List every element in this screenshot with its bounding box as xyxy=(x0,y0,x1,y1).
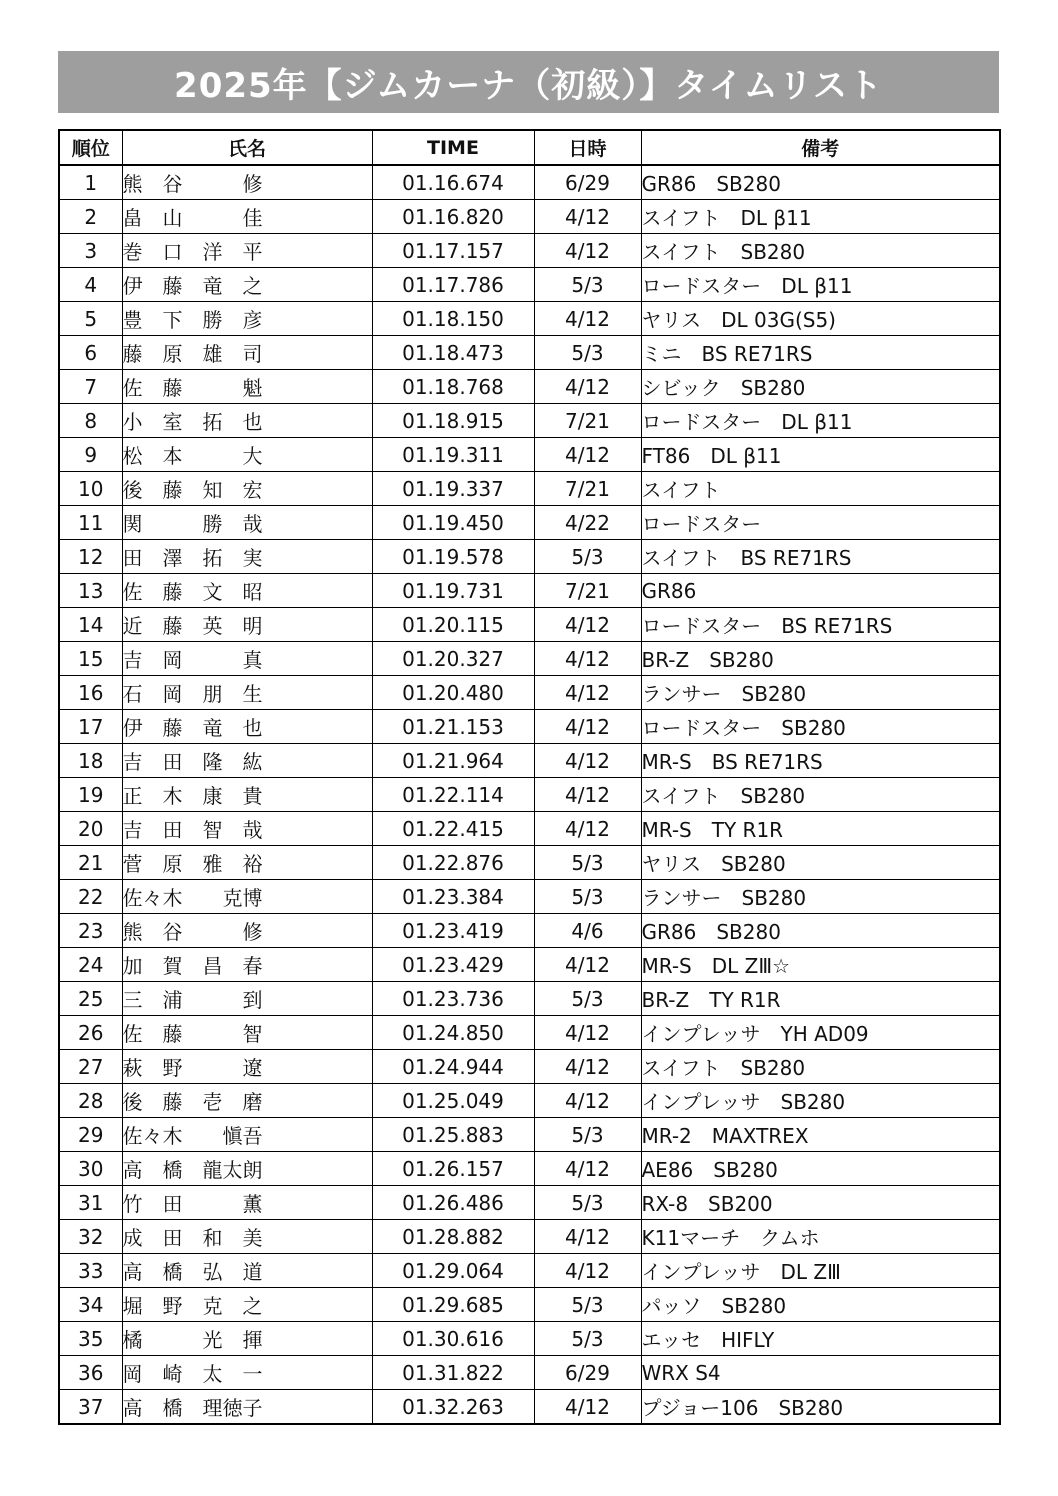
time-cell: 01.17.786 xyxy=(372,268,534,302)
table-row xyxy=(59,846,1000,880)
table-row xyxy=(59,1152,1000,1186)
date-cell: 5/3 xyxy=(534,1322,641,1356)
note-cell: MR-S BS RE71RS xyxy=(641,744,1000,778)
name-cell xyxy=(122,1220,372,1254)
table-row xyxy=(59,472,1000,506)
rank-cell: 2 xyxy=(59,200,122,234)
table-row xyxy=(59,880,1000,914)
name-text: 吉 田 智 哉 xyxy=(122,818,263,842)
date-cell: 4/12 xyxy=(534,710,641,744)
table-row xyxy=(59,234,1000,268)
name-text: 菅 原 雅 裕 xyxy=(122,852,263,876)
note-cell: AE86 SB280 xyxy=(641,1152,1000,1186)
note-cell: スイフト DL β11 xyxy=(641,200,1000,234)
name-cell xyxy=(122,438,372,472)
note-cell: パッソ SB280 xyxy=(641,1288,1000,1322)
table-row xyxy=(59,1186,1000,1220)
name-text: 橘 光 揮 xyxy=(122,1328,263,1352)
note-cell: プジョー106 SB280 xyxy=(641,1390,1000,1425)
time-cell: 01.26.157 xyxy=(372,1152,534,1186)
note-cell: シビック SB280 xyxy=(641,370,1000,404)
note-cell: スイフト SB280 xyxy=(641,1050,1000,1084)
name-cell xyxy=(122,1118,372,1152)
date-cell: 7/21 xyxy=(534,574,641,608)
date-cell: 5/3 xyxy=(534,1118,641,1152)
note-cell: BR-Z TY R1R xyxy=(641,982,1000,1016)
note-cell: MR-S DL ZⅢ☆ xyxy=(641,948,1000,982)
name-cell xyxy=(122,268,372,302)
note-cell: スイフト SB280 xyxy=(641,234,1000,268)
name-cell xyxy=(122,336,372,370)
rank-cell: 17 xyxy=(59,710,122,744)
table-row xyxy=(59,268,1000,302)
table-row xyxy=(59,302,1000,336)
table-row xyxy=(59,778,1000,812)
name-cell xyxy=(122,812,372,846)
name-cell xyxy=(122,506,372,540)
time-cell: 01.21.153 xyxy=(372,710,534,744)
name-text: 伊 藤 竜 也 xyxy=(122,716,263,740)
date-cell: 4/12 xyxy=(534,676,641,710)
name-text: 畠 山 佳 xyxy=(122,206,263,230)
table-row xyxy=(59,1118,1000,1152)
time-cell: 01.19.731 xyxy=(372,574,534,608)
note-cell: インプレッサ DL ZⅢ xyxy=(641,1254,1000,1288)
time-list-table xyxy=(58,129,1001,1425)
rank-cell: 20 xyxy=(59,812,122,846)
name-cell xyxy=(122,404,372,438)
name-cell xyxy=(122,642,372,676)
rank-cell: 27 xyxy=(59,1050,122,1084)
table-row xyxy=(59,982,1000,1016)
header-name: 氏名 xyxy=(122,130,372,165)
note-cell: ランサー SB280 xyxy=(641,676,1000,710)
name-text: 後 藤 壱 磨 xyxy=(122,1090,263,1114)
rank-cell: 24 xyxy=(59,948,122,982)
time-cell: 01.18.150 xyxy=(372,302,534,336)
name-cell xyxy=(122,1356,372,1390)
table-row xyxy=(59,1254,1000,1288)
rank-cell: 9 xyxy=(59,438,122,472)
table-row xyxy=(59,608,1000,642)
rank-cell: 14 xyxy=(59,608,122,642)
table-row xyxy=(59,506,1000,540)
note-cell: GR86 SB280 xyxy=(641,165,1000,200)
name-text: 三 浦 到 xyxy=(122,988,263,1012)
name-cell xyxy=(122,744,372,778)
note-cell: ヤリス DL 03G(S5) xyxy=(641,302,1000,336)
table-row xyxy=(59,438,1000,472)
name-cell xyxy=(122,574,372,608)
date-cell: 4/12 xyxy=(534,370,641,404)
name-text: 吉 田 隆 紘 xyxy=(122,750,263,774)
rank-cell: 15 xyxy=(59,642,122,676)
name-text: 近 藤 英 明 xyxy=(122,614,263,638)
header-note: 備考 xyxy=(641,130,1000,165)
date-cell: 4/12 xyxy=(534,1050,641,1084)
name-text: 佐 藤 智 xyxy=(122,1022,263,1046)
note-cell: GR86 SB280 xyxy=(641,914,1000,948)
name-cell xyxy=(122,1016,372,1050)
time-cell: 01.22.876 xyxy=(372,846,534,880)
note-cell: ロードスター SB280 xyxy=(641,710,1000,744)
date-cell: 4/12 xyxy=(534,948,641,982)
date-cell: 5/3 xyxy=(534,336,641,370)
rank-cell: 37 xyxy=(59,1390,122,1425)
name-cell xyxy=(122,1050,372,1084)
table-row xyxy=(59,948,1000,982)
date-cell: 4/12 xyxy=(534,234,641,268)
rank-cell: 21 xyxy=(59,846,122,880)
name-cell xyxy=(122,1084,372,1118)
name-cell xyxy=(122,370,372,404)
note-cell: インプレッサ YH AD09 xyxy=(641,1016,1000,1050)
rank-cell: 5 xyxy=(59,302,122,336)
table-row xyxy=(59,812,1000,846)
name-cell xyxy=(122,914,372,948)
name-text: 成 田 和 美 xyxy=(122,1226,263,1250)
date-cell: 5/3 xyxy=(534,982,641,1016)
table-row xyxy=(59,710,1000,744)
note-cell: MR-2 MAXTREX xyxy=(641,1118,1000,1152)
name-text: 岡 崎 太 一 xyxy=(122,1362,263,1386)
rank-cell: 19 xyxy=(59,778,122,812)
table-row xyxy=(59,336,1000,370)
time-cell: 01.20.327 xyxy=(372,642,534,676)
name-text: 佐々木 克博 xyxy=(122,886,263,910)
time-cell: 01.18.768 xyxy=(372,370,534,404)
time-cell: 01.29.064 xyxy=(372,1254,534,1288)
table-row xyxy=(59,1220,1000,1254)
page-title: 2025年【ジムカーナ（初級）】タイムリスト xyxy=(174,65,883,106)
rank-cell: 23 xyxy=(59,914,122,948)
time-cell: 01.24.850 xyxy=(372,1016,534,1050)
name-text: 伊 藤 竜 之 xyxy=(122,274,263,298)
date-cell: 5/3 xyxy=(534,1288,641,1322)
table-row xyxy=(59,914,1000,948)
name-text: 石 岡 朋 生 xyxy=(122,682,263,706)
note-cell: エッセ HIFLY xyxy=(641,1322,1000,1356)
table-row xyxy=(59,540,1000,574)
name-text: 高 橋 弘 道 xyxy=(122,1260,263,1284)
rank-cell: 36 xyxy=(59,1356,122,1390)
time-cell: 01.29.685 xyxy=(372,1288,534,1322)
time-cell: 01.25.049 xyxy=(372,1084,534,1118)
table-row xyxy=(59,404,1000,438)
rank-cell: 18 xyxy=(59,744,122,778)
note-cell: MR-S TY R1R xyxy=(641,812,1000,846)
rank-cell: 31 xyxy=(59,1186,122,1220)
name-cell xyxy=(122,165,372,200)
time-cell: 01.25.883 xyxy=(372,1118,534,1152)
time-cell: 01.31.822 xyxy=(372,1356,534,1390)
name-text: 吉 岡 真 xyxy=(122,648,263,672)
note-cell: GR86 xyxy=(641,574,1000,608)
table-row xyxy=(59,165,1000,200)
header-rank: 順位 xyxy=(59,130,122,165)
time-cell: 01.23.419 xyxy=(372,914,534,948)
date-cell: 4/12 xyxy=(534,778,641,812)
time-cell: 01.30.616 xyxy=(372,1322,534,1356)
date-cell: 7/21 xyxy=(534,404,641,438)
rank-cell: 3 xyxy=(59,234,122,268)
time-cell: 01.22.415 xyxy=(372,812,534,846)
name-text: 佐 藤 文 昭 xyxy=(122,580,263,604)
date-cell: 4/12 xyxy=(534,1016,641,1050)
name-cell xyxy=(122,948,372,982)
time-cell: 01.16.674 xyxy=(372,165,534,200)
rank-cell: 34 xyxy=(59,1288,122,1322)
name-cell xyxy=(122,1254,372,1288)
name-cell xyxy=(122,778,372,812)
time-cell: 01.32.263 xyxy=(372,1390,534,1425)
rank-cell: 7 xyxy=(59,370,122,404)
time-cell: 01.18.473 xyxy=(372,336,534,370)
name-text: 豊 下 勝 彦 xyxy=(122,308,263,332)
time-cell: 01.23.429 xyxy=(372,948,534,982)
rank-cell: 28 xyxy=(59,1084,122,1118)
date-cell: 4/12 xyxy=(534,642,641,676)
rank-cell: 35 xyxy=(59,1322,122,1356)
date-cell: 4/12 xyxy=(534,1390,641,1425)
rank-cell: 26 xyxy=(59,1016,122,1050)
note-cell: ランサー SB280 xyxy=(641,880,1000,914)
rank-cell: 12 xyxy=(59,540,122,574)
name-cell xyxy=(122,1322,372,1356)
time-cell: 01.20.115 xyxy=(372,608,534,642)
table-row xyxy=(59,574,1000,608)
name-cell xyxy=(122,472,372,506)
date-cell: 7/21 xyxy=(534,472,641,506)
rank-cell: 8 xyxy=(59,404,122,438)
rank-cell: 22 xyxy=(59,880,122,914)
name-text: 佐々木 愼吾 xyxy=(122,1124,263,1148)
table-row xyxy=(59,1390,1000,1425)
date-cell: 4/12 xyxy=(534,438,641,472)
name-cell xyxy=(122,540,372,574)
date-cell: 4/12 xyxy=(534,744,641,778)
name-text: 松 本 大 xyxy=(122,444,263,468)
time-cell: 01.21.964 xyxy=(372,744,534,778)
table-row xyxy=(59,676,1000,710)
note-cell: スイフト BS RE71RS xyxy=(641,540,1000,574)
note-cell: インプレッサ SB280 xyxy=(641,1084,1000,1118)
note-cell: ロードスター DL β11 xyxy=(641,268,1000,302)
table-row xyxy=(59,1356,1000,1390)
name-text: 高 橋 理徳子 xyxy=(122,1396,263,1420)
name-text: 高 橋 龍太朗 xyxy=(122,1158,263,1182)
date-cell: 5/3 xyxy=(534,1186,641,1220)
name-cell xyxy=(122,608,372,642)
name-cell xyxy=(122,234,372,268)
time-cell: 01.17.157 xyxy=(372,234,534,268)
rank-cell: 6 xyxy=(59,336,122,370)
note-cell: ヤリス SB280 xyxy=(641,846,1000,880)
name-cell xyxy=(122,676,372,710)
name-text: 熊 谷 修 xyxy=(122,920,263,944)
date-cell: 4/6 xyxy=(534,914,641,948)
date-cell: 4/12 xyxy=(534,1152,641,1186)
time-cell: 01.18.915 xyxy=(372,404,534,438)
name-cell xyxy=(122,1390,372,1425)
note-cell: RX-8 SB200 xyxy=(641,1186,1000,1220)
name-text: 田 澤 拓 実 xyxy=(122,546,263,570)
time-cell: 01.19.337 xyxy=(372,472,534,506)
table-row xyxy=(59,1322,1000,1356)
name-text: 堀 野 克 之 xyxy=(122,1294,263,1318)
date-cell: 4/12 xyxy=(534,1084,641,1118)
date-cell: 5/3 xyxy=(534,268,641,302)
time-cell: 01.23.736 xyxy=(372,982,534,1016)
table-row xyxy=(59,642,1000,676)
time-cell: 01.19.311 xyxy=(372,438,534,472)
rank-cell: 32 xyxy=(59,1220,122,1254)
title-bar xyxy=(58,51,999,113)
header-row xyxy=(59,130,1000,165)
date-cell: 4/12 xyxy=(534,200,641,234)
time-cell: 01.16.820 xyxy=(372,200,534,234)
rank-cell: 11 xyxy=(59,506,122,540)
rank-cell: 29 xyxy=(59,1118,122,1152)
table-row xyxy=(59,1084,1000,1118)
table-body xyxy=(59,165,1000,1424)
note-cell: スイフト SB280 xyxy=(641,778,1000,812)
name-text: 加 賀 昌 春 xyxy=(122,954,263,978)
note-cell: WRX S4 xyxy=(641,1356,1000,1390)
time-cell: 01.19.450 xyxy=(372,506,534,540)
note-cell: BR-Z SB280 xyxy=(641,642,1000,676)
date-cell: 4/12 xyxy=(534,608,641,642)
name-cell xyxy=(122,846,372,880)
name-text: 佐 藤 魁 xyxy=(122,376,263,400)
name-cell xyxy=(122,1186,372,1220)
time-cell: 01.19.578 xyxy=(372,540,534,574)
date-cell: 5/3 xyxy=(534,540,641,574)
name-text: 正 木 康 貴 xyxy=(122,784,263,808)
note-cell: ロードスター BS RE71RS xyxy=(641,608,1000,642)
date-cell: 6/29 xyxy=(534,1356,641,1390)
name-cell xyxy=(122,880,372,914)
time-cell: 01.24.944 xyxy=(372,1050,534,1084)
table-row xyxy=(59,1016,1000,1050)
date-cell: 4/12 xyxy=(534,302,641,336)
time-cell: 01.28.882 xyxy=(372,1220,534,1254)
date-cell: 4/12 xyxy=(534,812,641,846)
rank-cell: 25 xyxy=(59,982,122,1016)
header-time: TIME xyxy=(372,130,534,165)
date-cell: 4/12 xyxy=(534,1220,641,1254)
name-text: 藤 原 雄 司 xyxy=(122,342,263,366)
name-text: 後 藤 知 宏 xyxy=(122,478,263,502)
note-cell: ロードスター xyxy=(641,506,1000,540)
date-cell: 4/12 xyxy=(534,1254,641,1288)
name-text: 小 室 拓 也 xyxy=(122,410,263,434)
time-cell: 01.26.486 xyxy=(372,1186,534,1220)
note-cell: FT86 DL β11 xyxy=(641,438,1000,472)
name-cell xyxy=(122,1152,372,1186)
rank-cell: 30 xyxy=(59,1152,122,1186)
time-cell: 01.23.384 xyxy=(372,880,534,914)
rank-cell: 33 xyxy=(59,1254,122,1288)
time-cell: 01.22.114 xyxy=(372,778,534,812)
name-cell xyxy=(122,710,372,744)
time-cell: 01.20.480 xyxy=(372,676,534,710)
rank-cell: 10 xyxy=(59,472,122,506)
name-cell xyxy=(122,982,372,1016)
table-row xyxy=(59,744,1000,778)
name-cell xyxy=(122,1288,372,1322)
note-cell: スイフト xyxy=(641,472,1000,506)
date-cell: 5/3 xyxy=(534,846,641,880)
header-date: 日時 xyxy=(534,130,641,165)
rank-cell: 13 xyxy=(59,574,122,608)
table-row xyxy=(59,1050,1000,1084)
date-cell: 4/22 xyxy=(534,506,641,540)
table-row xyxy=(59,200,1000,234)
name-text: 萩 野 遼 xyxy=(122,1056,263,1080)
table-header xyxy=(59,130,1000,165)
rank-cell: 16 xyxy=(59,676,122,710)
date-cell: 5/3 xyxy=(534,880,641,914)
note-cell: ロードスター DL β11 xyxy=(641,404,1000,438)
name-text: 熊 谷 修 xyxy=(122,172,263,196)
note-cell: K11マーチ クムホ xyxy=(641,1220,1000,1254)
name-text: 竹 田 薫 xyxy=(122,1192,263,1216)
table-row xyxy=(59,370,1000,404)
note-cell: ミニ BS RE71RS xyxy=(641,336,1000,370)
name-cell xyxy=(122,200,372,234)
name-text: 巻 口 洋 平 xyxy=(122,240,263,264)
name-cell xyxy=(122,302,372,336)
date-cell: 6/29 xyxy=(534,165,641,200)
rank-cell: 4 xyxy=(59,268,122,302)
name-text: 関 勝 哉 xyxy=(122,512,263,536)
rank-cell: 1 xyxy=(59,165,122,200)
table-row xyxy=(59,1288,1000,1322)
